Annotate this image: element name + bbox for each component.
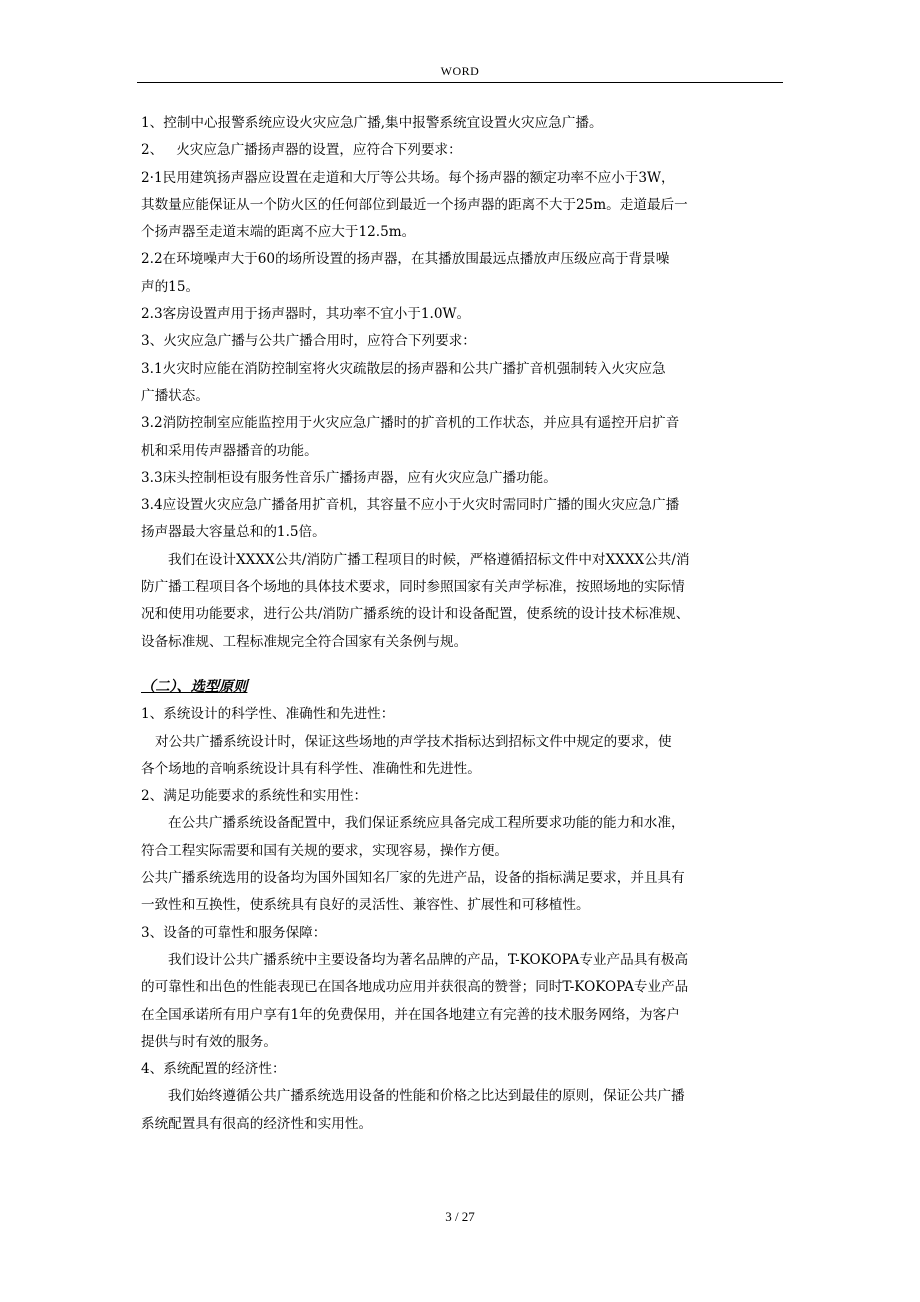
subsection-title: 3、设备的可靠性和服务保障： <box>141 924 327 941</box>
text-line: 一致性和互换性，使系统具有良好的灵活性、兼容性、扩展性和可移植性。 <box>141 897 590 914</box>
text-line: 我们始终遵循公共广播系统选用设备的性能和价格之比达到最佳的原则，保证公共广播 <box>168 1088 685 1105</box>
text-line: 2.3客房设置声用于扬声器时，其功率不宜小于1.0W。 <box>141 306 471 323</box>
text-line: 我们在设计XXXX公共/消防广播工程项目的时候，严格遵循招标文件中对XXXX公共/消 <box>168 551 690 568</box>
text-line: 3.2消防控制室应能监控用于火灾应急广播时的扩音机的工作状态，并应具有遥控开启扩音 <box>141 415 680 432</box>
text-line: 的可靠性和出色的性能表现已在国各地成功应用并获很高的赞誉；同时T-KOKOPA专业产品 <box>141 979 689 996</box>
text-line: 系统配置具有很高的经济性和实用性。 <box>141 1115 373 1132</box>
text-line: 声的15。 <box>141 278 200 295</box>
subsection-title: 1、系统设计的科学性、准确性和先进性： <box>141 706 395 723</box>
section-heading: （二）、选型原则 <box>141 678 248 695</box>
header-rule <box>137 82 783 83</box>
text-line: 在公共广播系统设备配置中，我们保证系统应具备完成工程所要求功能的能力和水准， <box>168 815 685 832</box>
text-line: 2.2在环境噪声大于60的场所设置的扬声器，在其播放围最远点播放声压级应高于背景噪 <box>141 251 670 268</box>
text-line: 广播状态。 <box>141 387 209 404</box>
text-line: 扬声器最大容量总和的1.5倍。 <box>141 524 326 541</box>
text-line: 其数量应能保证从一个防火区的任何部位到最近一个扬声器的距离不大于25m。走道最后一 <box>141 196 688 213</box>
text-line: 在全国承诺所有用户享有1年的免费保用，并在国各地建立有完善的技术服务网络，为客户 <box>141 1006 680 1023</box>
section1-paragraph <box>141 547 789 656</box>
document-body <box>141 110 789 1138</box>
text-line: 2、 火灾应急广播扬声器的设置，应符合下列要求： <box>141 142 462 159</box>
text-line: 防广播工程项目各个场地的具体技术要求，同时参照国家有关声学标准，按照场地的实际情 <box>141 579 685 596</box>
text-line: 个扬声器至走道末端的距离不应大于12.5m。 <box>141 224 416 241</box>
text-line: 提供与时有效的服务。 <box>141 1033 277 1050</box>
text-line: 设备标准规、工程标准规完全符合国家有关条例与规。 <box>141 633 468 650</box>
page-header-title: WORD <box>440 64 480 78</box>
text-line: 机和采用传声器播音的功能。 <box>141 442 318 459</box>
text-line: 3.4应设置火灾应急广播备用扩音机，其容量不应小于火灾时需同时广播的围火灾应急广播 <box>141 497 680 514</box>
text-line: 3.1火灾时应能在消防控制室将火灾疏散层的扬声器和公共广播扩音机强制转入火灾应急 <box>141 360 666 377</box>
text-line: 公共广播系统选用的设备均为国外国知名厂家的先进产品，设备的指标满足要求，并且具有 <box>141 870 685 887</box>
subsection-title: 4、系统配置的经济性： <box>141 1061 286 1078</box>
text-line: 3、火灾应急广播与公共广播合用时，应符合下列要求： <box>141 333 476 350</box>
text-line: 况和使用功能要求，进行公共/消防广播系统的设计和设备配置，使系统的设计技术标准规、 <box>141 606 690 623</box>
text-line: 各个场地的音响系统设计具有科学性、准确性和先进性。 <box>141 760 481 777</box>
section1-list <box>141 110 789 547</box>
page-number: 3 / 27 <box>445 1209 475 1224</box>
text-line: 我们设计公共广播系统中主要设备均为著名品牌的产品，T-KOKOPA专业产品具有极高 <box>168 951 689 968</box>
text-line: 3.3床头控制柜设有服务性音乐广播扬声器，应有火灾应急广播功能。 <box>141 469 557 486</box>
text-line: 2·1民用建筑扬声器应设置在走道和大厅等公共场。每个扬声器的额定功率不应小于3W， <box>141 169 675 186</box>
text-line: 1、控制中心报警系统应设火灾应急广播,集中报警系统宜设置火灾应急广播。 <box>141 115 603 131</box>
subsection-title: 2、满足功能要求的系统性和实用性： <box>141 788 368 805</box>
text-line: 对公共广播系统设计时，保证这些场地的声学技术指标达到招标文件中规定的要求，使 <box>155 733 672 750</box>
text-line: 符合工程实际需要和国有关规的要求，实现容易，操作方便。 <box>141 842 509 859</box>
